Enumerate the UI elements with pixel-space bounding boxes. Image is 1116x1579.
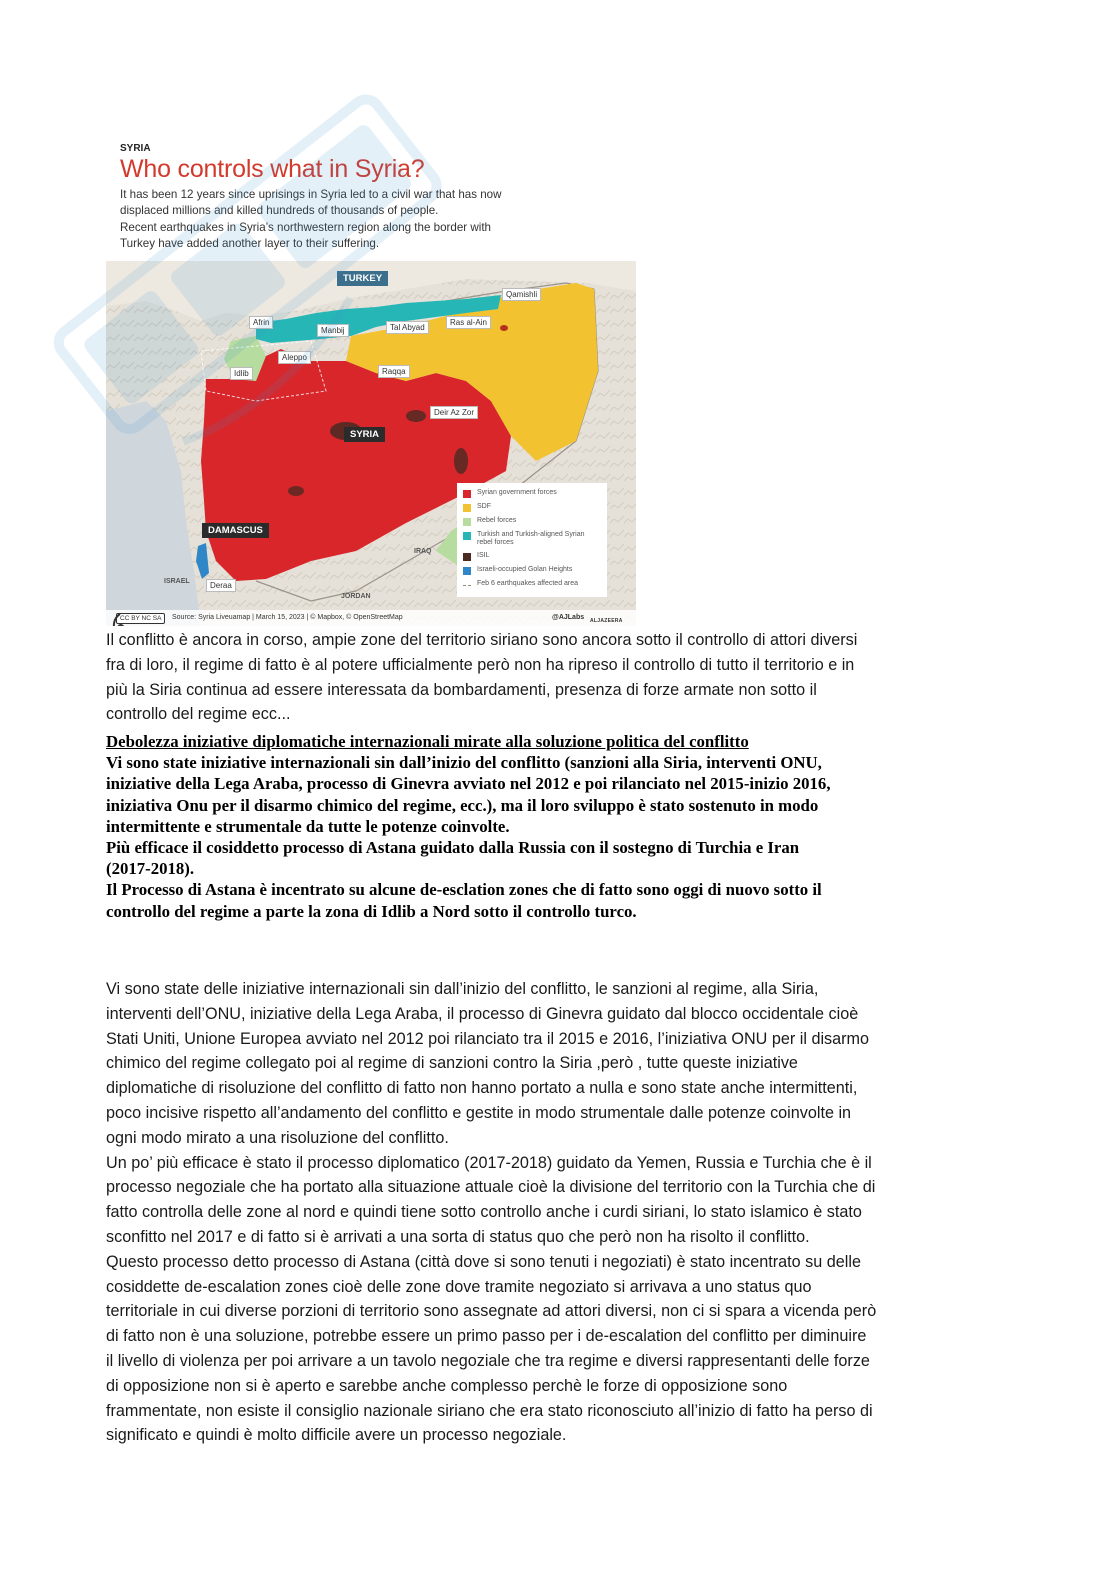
label-deraa: Deraa xyxy=(206,579,236,592)
paragraph-detail xyxy=(106,977,876,1448)
government-pocket-qamishli xyxy=(500,325,508,331)
figure-description-line: Turkey have added another layer to their suffering. xyxy=(120,236,380,250)
text-line: fatto controlla delle zone al nord e quindi tiene sotto controllo anche i curdi siriani, lo stato islamico è stato xyxy=(106,1203,862,1222)
label-iraq: IRAQ xyxy=(414,548,432,555)
figure-description-line: displaced millions and killed hundreds of thousands of people. xyxy=(120,204,439,218)
text-line: controllo del regime ecc... xyxy=(106,705,291,724)
label-israel: ISRAEL xyxy=(164,578,190,585)
legend-item xyxy=(463,517,601,526)
aljazeera-wordmark: ALJAZEERA xyxy=(590,618,623,624)
diplomatic-weakness-section xyxy=(106,731,831,922)
figure-kicker: SYRIA xyxy=(120,143,151,154)
figure-title: Who controls what in Syria? xyxy=(120,155,425,183)
legend-item xyxy=(463,552,601,561)
section-heading: Debolezza iniziative diplomatiche internazionali mirate alla soluzione politica del conflitto xyxy=(106,732,749,751)
text-line: controllo del regime a parte la zona di Idlib a Nord sotto il controllo turco. xyxy=(106,901,637,921)
legend-item xyxy=(463,531,601,547)
text-line: chimico del regime collegato poi al regime di sanzioni contro la Siria ,però , tutte queste iniziative xyxy=(106,1054,798,1073)
label-aleppo: Aleppo xyxy=(278,351,311,364)
text-line: Questo processo detto processo di Astana (città dove si sono tenuti i negoziati) è stato incentrato su delle xyxy=(106,1252,861,1271)
label-afrin: Afrin xyxy=(249,316,273,329)
label-manbij: Manbij xyxy=(317,324,349,337)
legend-item xyxy=(463,566,601,575)
cc-license-icon: CC BY NC SA xyxy=(116,613,165,624)
text-line: Il Processo di Astana è incentrato su alcune de-esclation zones che di fatto sono oggi di nuovo sotto il xyxy=(106,880,822,900)
legend-label: SDF xyxy=(477,503,491,510)
text-line: Un po’ più efficace è stato il processo diplomatico (2017-2018) guidato da Yemen, Russia e Turchia che è il xyxy=(106,1153,872,1172)
legend-swatch xyxy=(463,553,471,561)
label-qamishli: Qamishli xyxy=(502,288,541,301)
legend-label: Israeli-occupied Golan Heights xyxy=(477,566,573,573)
label-ras-al-ain: Ras al-Ain xyxy=(446,316,491,329)
figure-description xyxy=(120,187,610,252)
text-line: poco incisive rispetto all’andamento del conflitto e gestite in modo strumentale dalle potenze coinvolte in xyxy=(106,1103,852,1122)
legend-item xyxy=(463,580,601,588)
text-line: di opposizione non si è aperto e sarebbe anche complesso perchè le forze di opposizione sono xyxy=(106,1376,788,1395)
text-line: significato e quindi è molto difficile avere un processo negoziale. xyxy=(106,1426,567,1445)
legend-label: Syrian government forces xyxy=(477,489,557,496)
legend-item xyxy=(463,503,601,512)
label-deir-az-zor: Deir Az Zor xyxy=(430,406,478,419)
text-line: Stati Uniti, Unione Europea avviato nel 2012 poi rilanciato tra il 2015 e 2016, l’iniziativa ONU per il disarmo xyxy=(106,1029,870,1048)
paragraph-intro xyxy=(106,628,857,727)
isil-zone xyxy=(288,486,304,496)
text-line: iniziative della Lega Araba, processo di Ginevra avviato nel 2012 e poi rilanciato nel 2015-inizio 2016, xyxy=(106,774,831,794)
legend-swatch xyxy=(463,490,471,498)
legend-item xyxy=(463,489,601,498)
map-credit: @AJLabs xyxy=(552,614,585,621)
map-footer xyxy=(106,610,636,626)
aljazeera-logo-icon xyxy=(106,610,134,626)
text-line: iniziativa Onu per il disarmo chimico del regime, ecc.), ma il loro sviluppo è stato sostenuto in modo xyxy=(106,795,819,815)
text-line: frammentate, non esiste il consiglio nazionale siriano che era stato riconosciuto all’inizio di fatto ha perso di xyxy=(106,1401,873,1420)
text-line: Il conflitto è ancora in corso, ampie zone del territorio siriano sono ancora sotto il controllo di attori diversi xyxy=(106,631,858,649)
text-line: più la Siria continua ad essere interessata da bombardamenti, presenza di forze armate non sotto il xyxy=(106,680,817,699)
text-line: fra di loro, il regime di fatto è al potere ufficialmente però non ha ripreso il controllo di tutto il territorio e in xyxy=(106,655,855,674)
text-line: diplomatiche di risoluzione del conflitto di fatto non hanno portato a nulla e sono state anche intermittenti, xyxy=(106,1079,858,1098)
legend-label: Feb 6 earthquakes affected area xyxy=(477,580,579,587)
legend-label: Turkish and Turkish-aligned Syrian rebel forces xyxy=(477,531,585,546)
text-line: di fatto non è una soluzione, potrebbe essere un primo passo per i de-escalation del conflitto per diminuire xyxy=(106,1327,867,1346)
syria-control-infographic xyxy=(106,136,636,626)
text-line: Vi sono state iniziative internazionali sin dall’inizio del conflitto (sanzioni alla Siria, interventi ONU, xyxy=(106,753,822,773)
isil-zone xyxy=(454,448,468,474)
text-line: Vi sono state delle iniziative internazionali sin dall’inizio del conflitto, le sanzioni al regime, alla Siria, xyxy=(106,980,819,998)
label-turkey: TURKEY xyxy=(337,271,388,286)
map-legend xyxy=(457,483,607,597)
isil-zone xyxy=(406,410,426,422)
legend-swatch xyxy=(463,518,471,526)
text-line: interventi dell’ONU, iniziative della Lega Araba, il processo di Ginevra guidato dal blocco occidentale cioè xyxy=(106,1004,859,1023)
label-damascus: DAMASCUS xyxy=(202,523,269,538)
legend-swatch xyxy=(463,504,471,512)
label-raqqa: Raqqa xyxy=(378,365,410,378)
legend-swatch xyxy=(463,567,471,575)
text-line: il livello di violenza per poi arrivare a un tavolo negoziale che tra regime e diversi rappresentanti delle forze xyxy=(106,1351,870,1370)
label-idlib: Idlib xyxy=(230,367,253,380)
legend-swatch-dashed xyxy=(463,585,471,586)
text-line: Più efficace il cosiddetto processo di Astana guidato dalla Russia con il sostegno di Turchia e Iran xyxy=(106,838,800,858)
text-line: (2017-2018). xyxy=(106,859,195,879)
label-tal-abyad: Tal Abyad xyxy=(386,321,429,334)
label-jordan: JORDAN xyxy=(341,593,371,600)
figure-description-line: Recent earthquakes in Syria’s northwestern region along the border with xyxy=(120,220,491,234)
label-syria: SYRIA xyxy=(344,427,385,442)
text-line: processo negoziale che ha portato alla situazione attuale cioè la divisione del territorio con la Turchia che di xyxy=(106,1178,876,1197)
map-source: Source: Syria Liveuamap | March 15, 2023 | © Mapbox, © OpenStreetMap xyxy=(172,614,403,621)
text-line: sconfitto nel 2017 e di fatto si è arrivati a una sorta di status quo che però non ha risolto il conflitto. xyxy=(106,1227,810,1246)
legend-label: Rebel forces xyxy=(477,517,517,524)
legend-swatch xyxy=(463,532,471,540)
text-line: intermittente e strumentale da tutte le potenze coinvolte. xyxy=(106,816,510,836)
syria-map xyxy=(106,261,636,626)
text-line: cosiddette de-escalation zones cioè delle zone dove tramite negoziato si arrivava a uno status quo xyxy=(106,1277,812,1296)
legend-label: ISIL xyxy=(477,552,490,559)
figure-description-line: It has been 12 years since uprisings in Syria led to a civil war that has now xyxy=(120,188,502,201)
text-line: territoriale in cui diverse porzioni di territorio sono assegnate ad attori diversi, non ci si spara a vicenda però xyxy=(106,1302,877,1321)
text-line: ogni modo mirato a una risoluzione del conflitto. xyxy=(106,1128,449,1147)
